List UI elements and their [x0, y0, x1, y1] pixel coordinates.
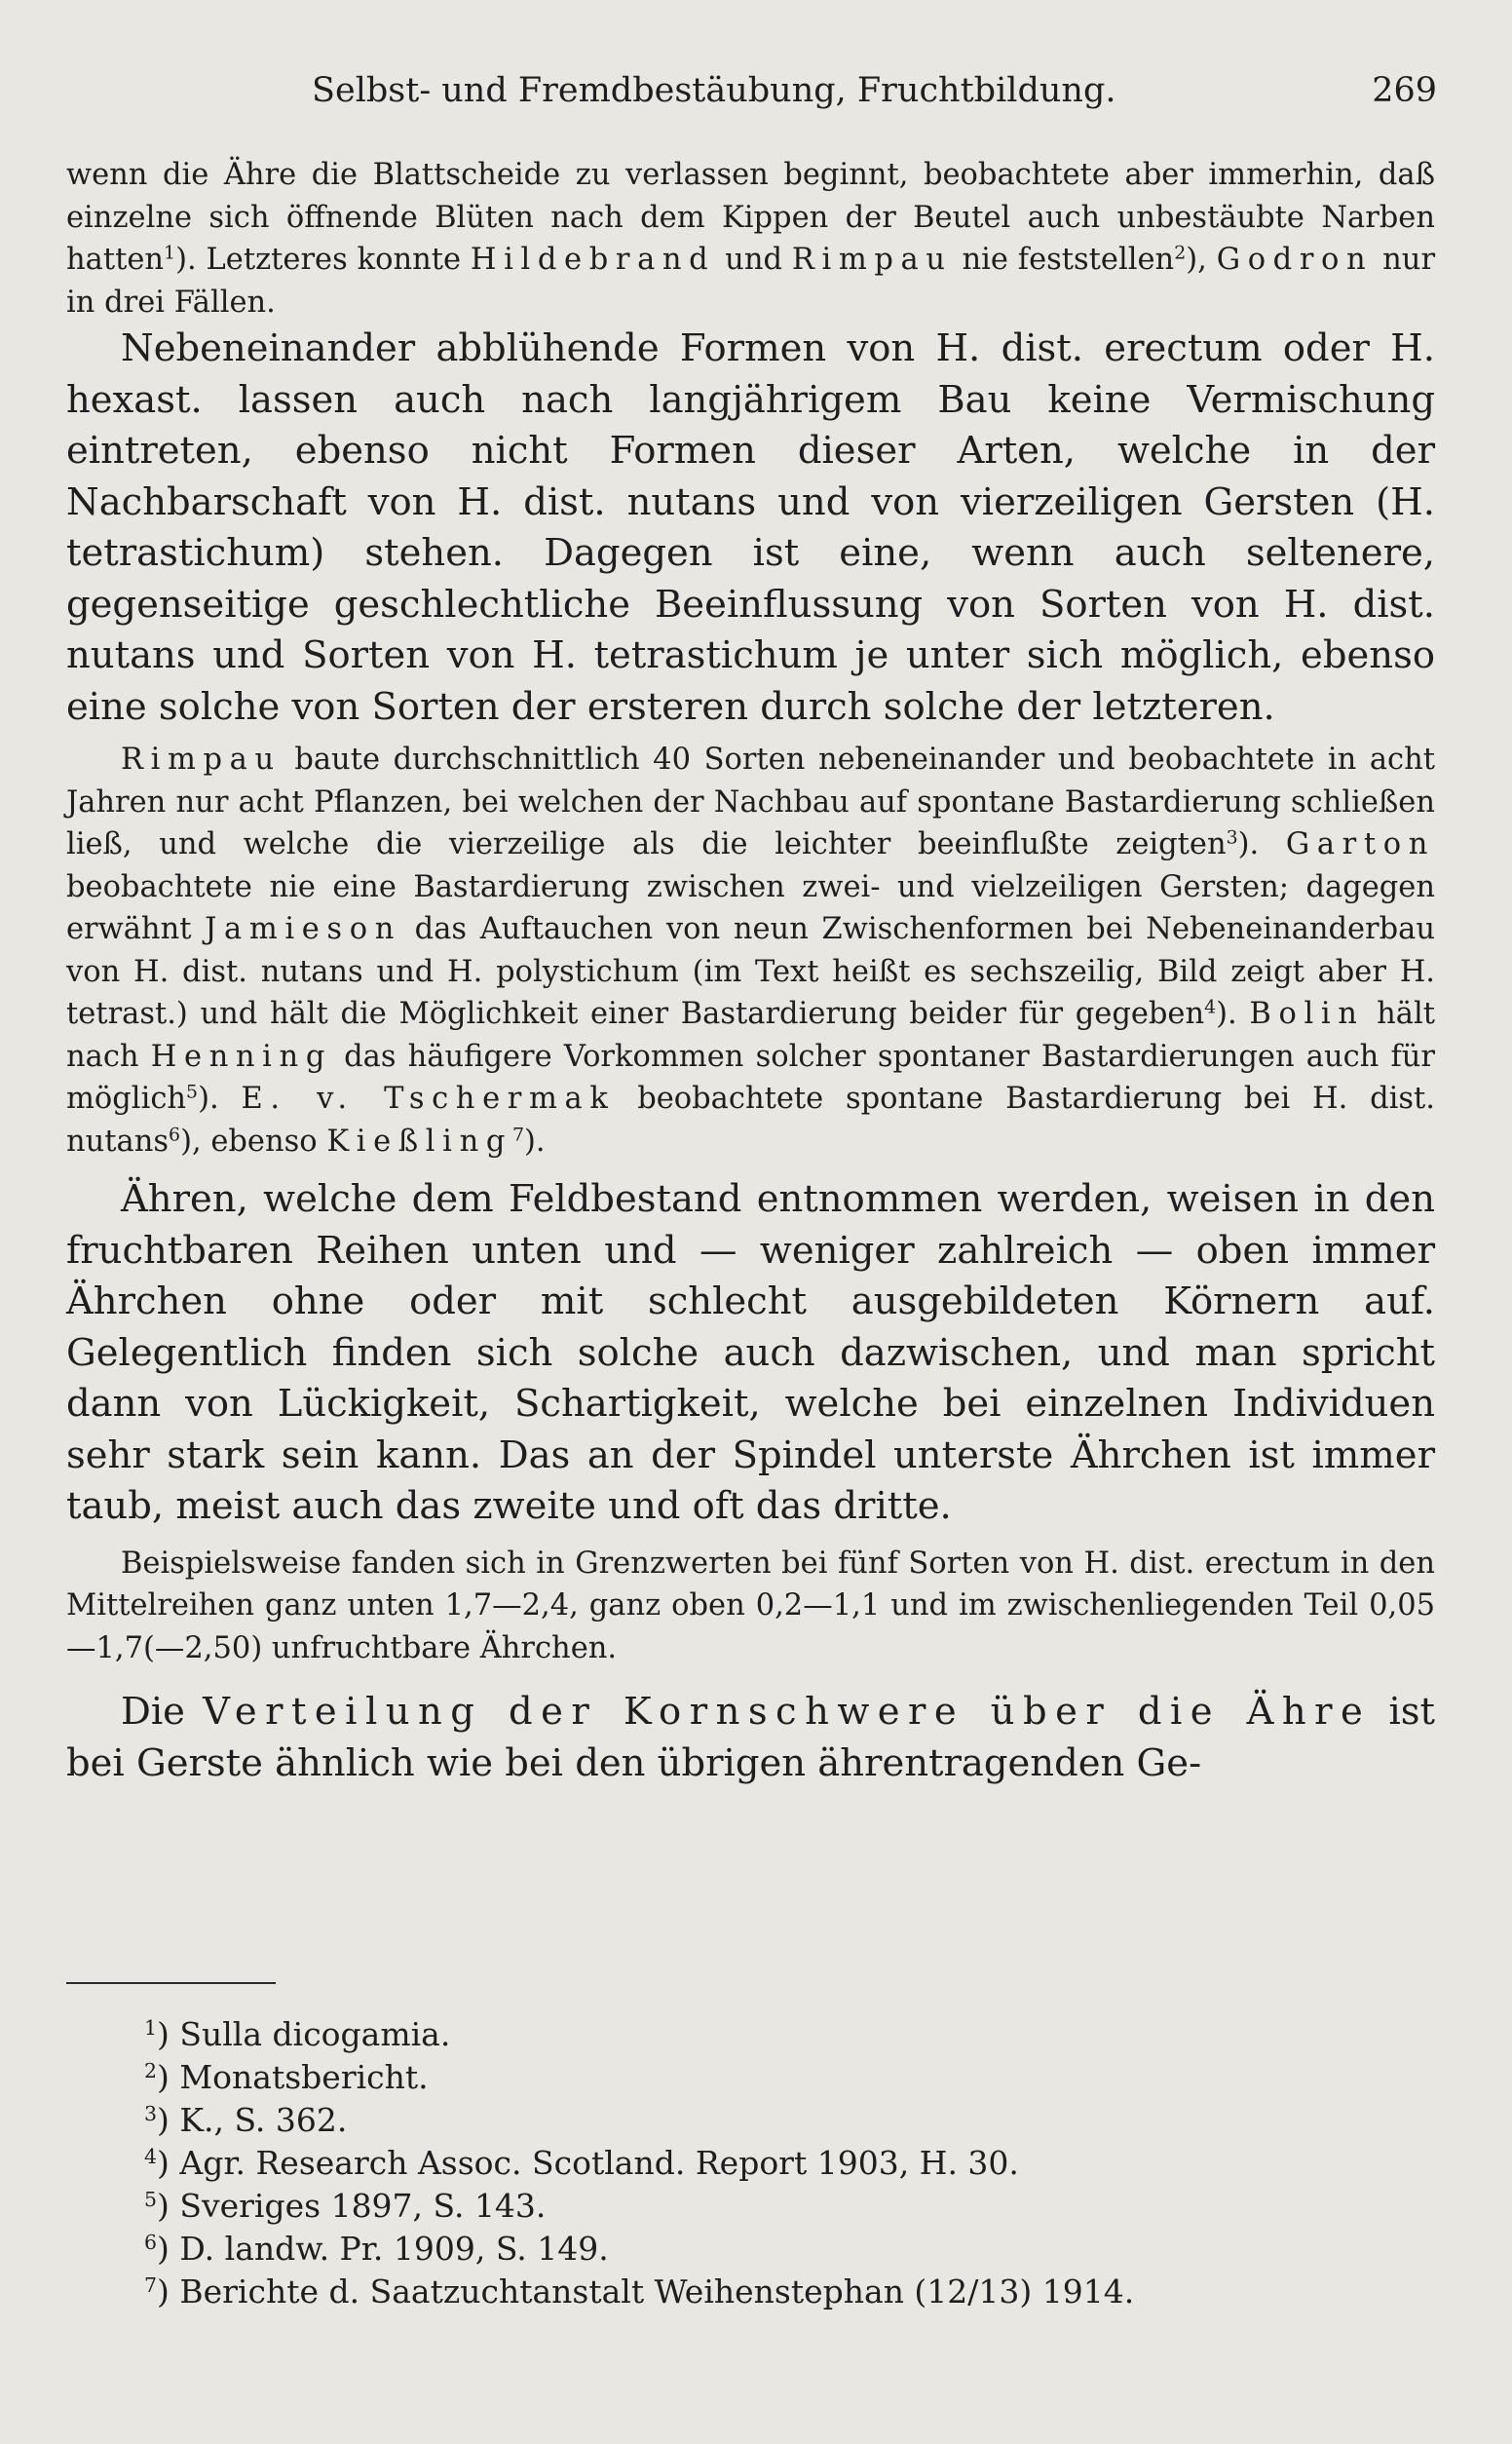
footnote-text: ) Agr. Research Assoc. Scotland. Report 1903, H. 30.	[157, 2144, 1019, 2182]
page-header	[312, 66, 1437, 115]
text-run: nie feststellen	[952, 243, 1175, 277]
footnote-ref-4: 4	[1204, 996, 1217, 1018]
text-run: Die	[121, 1690, 204, 1734]
footnote-6	[144, 2228, 1362, 2271]
footnote-ref-5: 5	[186, 1081, 199, 1103]
text-run: das häufigere Vorkommen solcher spontaner Bastardierungen auch für möglich	[66, 1039, 1435, 1116]
paragraph-6	[66, 1687, 1435, 1789]
paragraph-5: Beispielsweise fanden sich in Grenzwerten bei fünf Sorten von H. dist. erectum in den Mittelreihen ganz unten 1,7—2,4, ganz oben 0,2—1,1 und im zwischenliegenden Teil 0,05—1,7(—2,50) unfruchtbare Ährchen.	[66, 1546, 1435, 1665]
text-run: ).	[1216, 997, 1250, 1031]
author-hildebrand: Hildebrand	[470, 243, 716, 277]
footnotes	[144, 2013, 1362, 2313]
text-run: baute durchschnittlich 40 Sorten nebeneinander und beobachtete in acht Jahren nur acht Pflanzen, bei welchen der Nachbau auf spontane Bastardierung schließen ließ, und welche die vierzeilige als die leichter beeinflußte zeigten	[66, 743, 1435, 861]
footnote-4	[144, 2142, 1362, 2185]
footnote-ref-3: 3	[1226, 826, 1238, 849]
text-run: ), ebenso	[180, 1124, 327, 1159]
text-run: ).	[1237, 827, 1286, 861]
author-bolin: Bolin	[1249, 997, 1365, 1031]
footnote-mark: 6	[144, 2230, 158, 2254]
footnote-ref-7: 7	[511, 1124, 525, 1146]
footnote-text: ) Sveriges 1897, S. 143.	[157, 2187, 547, 2225]
text-run: beobachtete spontane Bastardierung bei H. dist. nutans	[66, 1082, 1435, 1159]
footnote-text: ) Sulla dicogamia.	[157, 2015, 451, 2053]
paragraph-1	[66, 154, 1435, 324]
footnote-3	[144, 2099, 1362, 2142]
author-rimpau: Rimpau	[121, 743, 282, 777]
text-run: nur in drei Fällen.	[66, 243, 1436, 320]
text-run: und	[715, 243, 792, 277]
footnote-text: ) Monatsbericht.	[157, 2058, 429, 2096]
footnote-ref-6: 6	[169, 1124, 181, 1146]
author-godron: Godron	[1216, 243, 1374, 277]
text-run: ).	[198, 1082, 242, 1116]
author-rimpau: Rimpau	[791, 243, 953, 277]
footnote-mark: 7	[144, 2272, 158, 2297]
paragraph-2: Nebeneinander abblühende Formen von H. dist. erectum oder H. hexast. lassen auch nach langjährigem Bau keine Vermischung eintreten, ebenso nicht Formen dieser Arten, welche in der Nachbarschaft von H. dist. nutans und von vierzeiligen Gersten (H. tetrastichum) stehen. Dagegen ist eine, wenn auch seltenere, gegenseitige geschlechtliche Beeinflussung von Sorten von H. dist. nutans und Sorten von H. tetrastichum je unter sich möglich, ebenso eine solche von Sorten der ersteren durch solche der letzteren.	[66, 326, 1435, 729]
text-run: wenn die Ähre die Blattscheide zu verlassen beginnt, beobachtete aber immerhin, daß einzelne sich öffnende Blüten nach dem Kippen der Beutel auch unbestäubte Narben hatten	[66, 158, 1435, 277]
text-run: ). Letzteres konnte	[175, 243, 471, 277]
footnote-mark: 4	[144, 2144, 158, 2168]
author-kiessling: Kießling	[326, 1124, 512, 1159]
footnote-7	[144, 2271, 1362, 2313]
footnote-2	[144, 2056, 1362, 2099]
paragraph-3	[66, 739, 1435, 1163]
page-body	[66, 154, 1435, 1789]
footnote-mark: 2	[144, 2058, 158, 2082]
text-run: ).	[524, 1124, 546, 1159]
footnote-divider	[66, 1982, 276, 1984]
footnote-text: ) Berichte d. Saatzuchtanstalt Weihenstephan (12/13) 1914.	[157, 2272, 1135, 2310]
footnote-ref-2: 2	[1174, 242, 1187, 264]
text-run: ),	[1186, 243, 1217, 277]
footnote-text: ) K., S. 362.	[157, 2101, 348, 2139]
footnote-mark: 5	[144, 2187, 158, 2211]
text-run: das Auftauchen von neun Zwischenformen bei Nebeneinanderbau von H. dist. nutans und H. polystichum (im Text heißt es sechszeilig, Bild zeigt aber H. tetrast.) und hält die Möglichkeit einer Bastardierung beider für gegeben	[66, 912, 1435, 1031]
page-number: 269	[1372, 71, 1437, 110]
text-run: hält nach	[66, 997, 1435, 1074]
footnote-ref-1: 1	[164, 242, 176, 264]
running-title: Selbst- und Fremdbestäubung, Fruchtbildung.	[312, 71, 1116, 110]
text-run: beobachtete nie eine Bastardierung zwischen zwei- und vielzeiligen Gersten; dagegen erwähnt	[66, 869, 1435, 946]
paragraph-4: Ähren, welche dem Feldbestand entnommen werden, weisen in den fruchtbaren Reihen unten und — weniger zahlreich — oben immer Ährchen ohne oder mit schlecht ausgebildeten Körnern auf. Gelegentlich finden sich solche auch dazwischen, und man spricht dann von Lückigkeit, Schartigkeit, welche bei einzelnen Individuen sehr stark sein kann. Das an der Spindel unterste Ährchen ist immer taub, meist auch das zweite und oft das dritte.	[66, 1177, 1435, 1528]
text-run: ist bei Gerste ähnlich wie bei den übrigen ährentragenden Ge-	[66, 1690, 1436, 1785]
footnote-mark: 3	[144, 2101, 158, 2125]
author-henning: Henning	[150, 1039, 332, 1074]
author-tschermak: E. v. Tschermak	[241, 1082, 616, 1116]
author-garton: Garton	[1285, 827, 1435, 861]
footnote-1	[144, 2013, 1362, 2056]
emphasized-term: Verteilung der Kornschwere über die Ähre	[203, 1690, 1372, 1734]
author-jamieson: Jamieson	[205, 912, 401, 946]
footnote-text: ) D. landw. Pr. 1909, S. 149.	[157, 2230, 609, 2268]
footnote-mark: 1	[144, 2015, 158, 2040]
footnote-5	[144, 2185, 1362, 2228]
